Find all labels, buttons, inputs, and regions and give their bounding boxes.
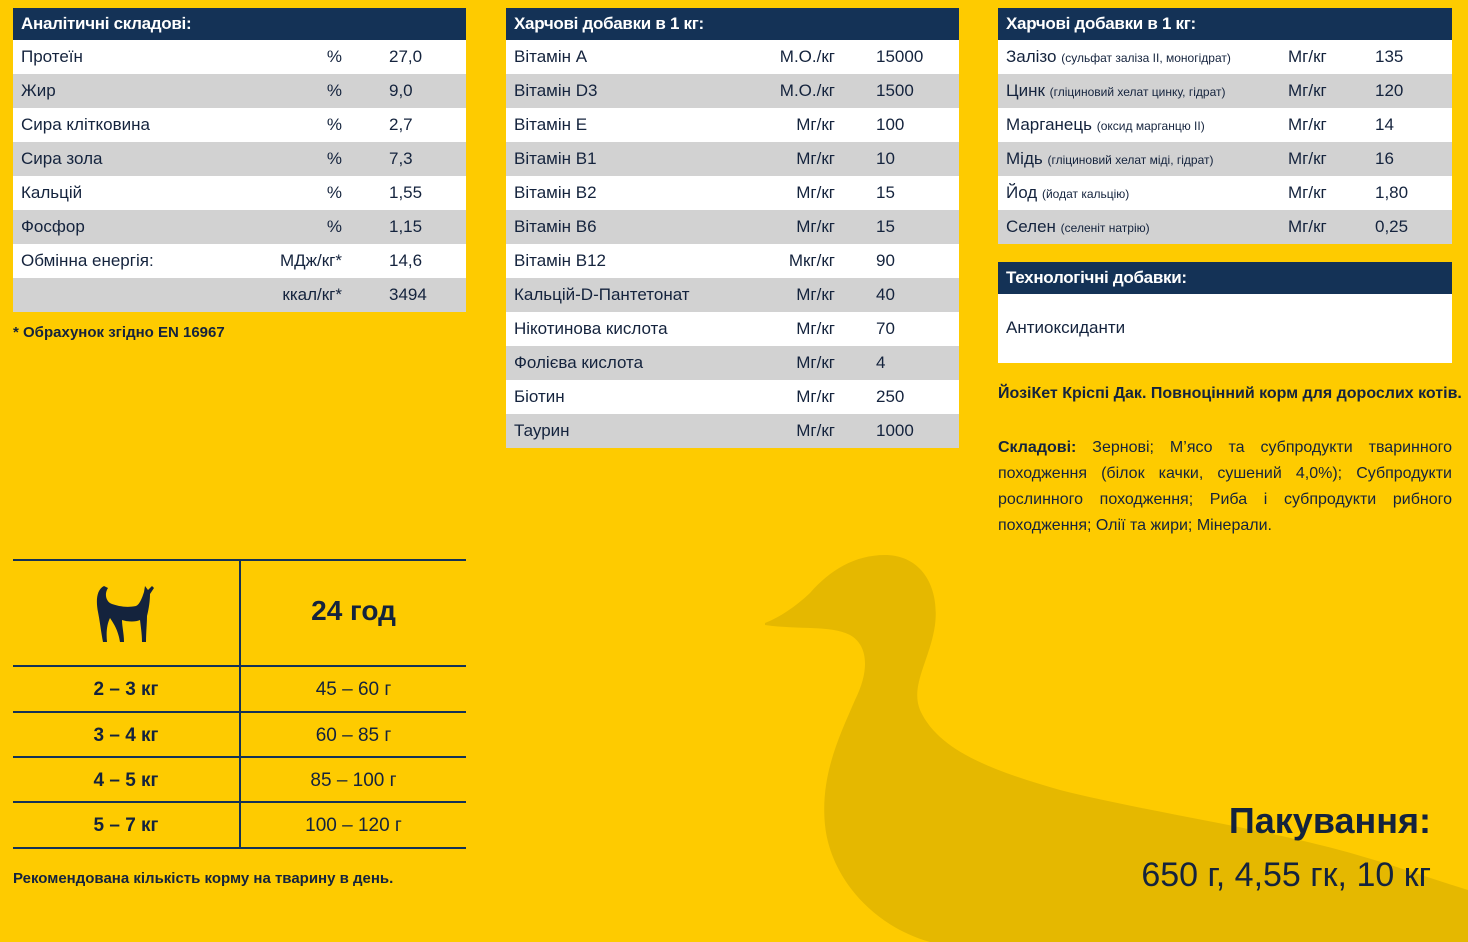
vitamin-value: 15 bbox=[876, 217, 895, 236]
mineral-label bbox=[1006, 142, 1213, 177]
nutrient-value: 1,15 bbox=[389, 217, 423, 236]
nutrient-name: Жир bbox=[21, 81, 56, 100]
vitamin-row bbox=[506, 74, 959, 108]
minerals-table bbox=[998, 8, 1452, 244]
vitamin-row bbox=[506, 278, 959, 312]
feeding-table bbox=[13, 559, 466, 849]
nutrient-value: 9,0 bbox=[389, 81, 413, 100]
mineral-value: 0,25 bbox=[1375, 217, 1409, 236]
packaging-sizes: 650 г, 4,55 гк, 10 кг bbox=[1141, 856, 1431, 894]
mineral-row bbox=[998, 40, 1452, 74]
vitamin-unit: Мг/кг bbox=[796, 353, 835, 372]
feeding-weight: 3 – 4 кг bbox=[93, 725, 159, 746]
nutrient-name: Обмінна енергія: bbox=[21, 251, 154, 270]
mineral-row bbox=[998, 210, 1452, 244]
mineral-unit: Мг/кг bbox=[1288, 183, 1327, 202]
analytic-row bbox=[13, 108, 466, 142]
nutrient-name: Сира клітковина bbox=[21, 115, 150, 134]
vitamins-table bbox=[506, 8, 959, 448]
vitamin-row bbox=[506, 40, 959, 74]
mineral-unit: Мг/кг bbox=[1288, 81, 1327, 100]
vitamin-value: 40 bbox=[876, 285, 895, 304]
analytic-row bbox=[13, 210, 466, 244]
vitamin-unit: М.О./кг bbox=[779, 47, 835, 66]
mineral-row bbox=[998, 176, 1452, 210]
nutrient-value: 7,3 bbox=[389, 149, 413, 168]
vitamin-name: Вітамін B12 bbox=[514, 251, 606, 270]
mineral-name: Мідь bbox=[1006, 149, 1043, 168]
analytic-title: Аналітичні складові: bbox=[13, 8, 466, 40]
mineral-value: 14 bbox=[1375, 115, 1394, 134]
vitamin-unit: Мг/кг bbox=[796, 217, 835, 236]
nutrient-unit: МДж/кг* bbox=[279, 251, 342, 270]
feeding-weight: 2 – 3 кг bbox=[93, 679, 159, 700]
nutrient-name: Протеїн bbox=[21, 47, 83, 66]
nutrient-unit: % bbox=[326, 183, 342, 202]
feeding-note: Рекомендована кількість корму на тварину в день. bbox=[13, 870, 394, 887]
vitamin-name: Кальцій-D-Пантетонат bbox=[514, 285, 690, 304]
vitamin-unit: Мг/кг bbox=[796, 115, 835, 134]
nutrient-unit: % bbox=[326, 47, 342, 66]
vitamin-row bbox=[506, 108, 959, 142]
cat-icon bbox=[92, 580, 156, 646]
mineral-label bbox=[1006, 210, 1150, 245]
mineral-detail: (йодат кальцію) bbox=[1041, 187, 1130, 201]
mineral-detail: (селеніт натрію) bbox=[1060, 221, 1150, 235]
tech-title: Технологічні добавки: bbox=[998, 262, 1452, 294]
vitamin-row bbox=[506, 142, 959, 176]
vitamin-row bbox=[506, 414, 959, 448]
nutrient-unit: % bbox=[326, 149, 342, 168]
vitamin-value: 70 bbox=[876, 319, 895, 338]
feeding-header: 24 год bbox=[311, 595, 396, 626]
feeding-amount: 100 – 120 г bbox=[305, 815, 402, 836]
vitamin-unit: Мкг/кг bbox=[788, 251, 835, 270]
mineral-detail: (гліциновий хелат цинку, гідрат) bbox=[1049, 85, 1226, 99]
feeding-amount: 45 – 60 г bbox=[315, 679, 392, 700]
product-composition bbox=[998, 435, 1452, 539]
analytic-table bbox=[13, 8, 466, 312]
mineral-unit: Мг/кг bbox=[1288, 217, 1327, 236]
product-headline: ЙозіКет Кріспі Дак. Повноцінний корм для дорослих котів. bbox=[998, 385, 1462, 402]
mineral-detail: (гліциновий хелат міді, гідрат) bbox=[1047, 153, 1214, 167]
vitamin-value: 15 bbox=[876, 183, 895, 202]
packaging-title: Пакування: bbox=[1228, 800, 1431, 841]
vitamin-name: Вітамін B2 bbox=[514, 183, 597, 202]
vitamin-name: Вітамін B6 bbox=[514, 217, 597, 236]
mineral-value: 135 bbox=[1375, 47, 1404, 66]
nutrient-value: 2,7 bbox=[389, 115, 413, 134]
composition-text: Зернові; М’ясо та субпродукти тваринного походження (білок качки, сушений 4,0%); Субпродукти рослинного походження; Риба і субпродукти рибного походження; Олії та жири; Мінерали. bbox=[998, 439, 1452, 534]
mineral-row bbox=[998, 108, 1452, 142]
vitamin-unit: Мг/кг bbox=[796, 149, 835, 168]
vitamin-value: 250 bbox=[876, 387, 905, 406]
vitamin-name: Таурин bbox=[514, 421, 570, 440]
feeding-weight: 4 – 5 кг bbox=[93, 770, 159, 791]
vitamin-row bbox=[506, 244, 959, 278]
mineral-name: Марганець bbox=[1006, 115, 1092, 134]
vitamin-row bbox=[506, 176, 959, 210]
analytic-footnote: * Обрахунок згідно EN 16967 bbox=[13, 324, 225, 341]
vitamins-title: Харчові добавки в 1 кг: bbox=[506, 8, 959, 40]
nutrient-name: Кальцій bbox=[21, 183, 83, 202]
analytic-row bbox=[13, 142, 466, 176]
vitamin-value: 15000 bbox=[876, 47, 924, 66]
mineral-value: 16 bbox=[1375, 149, 1394, 168]
nutrient-name: Сира зола bbox=[21, 149, 103, 168]
tech-table bbox=[998, 262, 1452, 363]
mineral-value: 120 bbox=[1375, 81, 1404, 100]
vitamin-name: Вітамін B1 bbox=[514, 149, 597, 168]
vitamin-value: 1500 bbox=[876, 81, 914, 100]
nutrient-value: 14,6 bbox=[389, 251, 423, 270]
analytic-row bbox=[13, 74, 466, 108]
mineral-name: Цинк bbox=[1006, 81, 1045, 100]
analytic-row bbox=[13, 176, 466, 210]
vitamin-unit: Мг/кг bbox=[796, 183, 835, 202]
mineral-label bbox=[1006, 40, 1231, 75]
vitamin-row bbox=[506, 312, 959, 346]
vitamin-value: 100 bbox=[876, 115, 905, 134]
vitamin-unit: Мг/кг bbox=[796, 387, 835, 406]
feeding-amount: 60 – 85 г bbox=[315, 725, 392, 746]
vitamin-unit: Мг/кг bbox=[796, 285, 835, 304]
mineral-label bbox=[1006, 74, 1225, 109]
mineral-name: Йод bbox=[1006, 183, 1038, 202]
vitamin-row bbox=[506, 210, 959, 244]
analytic-row bbox=[13, 40, 466, 74]
vitamin-name: Фолієва кислота bbox=[514, 353, 644, 372]
feeding-weight: 5 – 7 кг bbox=[93, 815, 159, 836]
mineral-name: Селен bbox=[1006, 217, 1056, 236]
vitamin-unit: М.О./кг bbox=[779, 81, 835, 100]
vitamin-row bbox=[506, 346, 959, 380]
mineral-unit: Мг/кг bbox=[1288, 47, 1327, 66]
mineral-row bbox=[998, 74, 1452, 108]
nutrient-unit: % bbox=[326, 115, 342, 134]
vitamin-name: Вітамін E bbox=[514, 115, 588, 134]
mineral-label bbox=[1006, 176, 1129, 211]
mineral-detail: (оксид марганцю II) bbox=[1096, 119, 1205, 133]
analytic-row bbox=[13, 278, 466, 312]
mineral-label bbox=[1006, 108, 1205, 143]
mineral-name: Залізо bbox=[1006, 47, 1057, 66]
mineral-unit: Мг/кг bbox=[1288, 149, 1327, 168]
nutrient-value: 27,0 bbox=[389, 47, 423, 66]
vitamin-name: Вітамін D3 bbox=[514, 81, 598, 100]
vitamin-name: Вітамін A bbox=[514, 47, 588, 66]
vitamin-unit: Мг/кг bbox=[796, 319, 835, 338]
analytic-row bbox=[13, 244, 466, 278]
vitamin-value: 90 bbox=[876, 251, 895, 270]
nutrient-value: 3494 bbox=[389, 285, 427, 304]
nutrient-unit: % bbox=[326, 217, 342, 236]
vitamin-unit: Мг/кг bbox=[796, 421, 835, 440]
mineral-row bbox=[998, 142, 1452, 176]
vitamin-value: 4 bbox=[876, 353, 886, 372]
nutrient-name: Фосфор bbox=[21, 217, 85, 236]
composition-label: Складові: bbox=[998, 439, 1077, 456]
vitamin-name: Нікотинова кислота bbox=[514, 319, 668, 338]
vitamin-name: Біотин bbox=[514, 387, 565, 406]
minerals-title: Харчові добавки в 1 кг: bbox=[998, 8, 1452, 40]
nutrient-unit: ккал/кг* bbox=[282, 285, 342, 304]
feeding-amount: 85 – 100 г bbox=[310, 770, 397, 791]
nutrient-value: 1,55 bbox=[389, 183, 423, 202]
tech-value: Антиоксиданти bbox=[1006, 318, 1126, 337]
mineral-detail: (сульфат заліза II, моногідрат) bbox=[1061, 51, 1231, 65]
vitamin-row bbox=[506, 380, 959, 414]
nutrient-unit: % bbox=[326, 81, 342, 100]
mineral-value: 1,80 bbox=[1375, 183, 1409, 202]
vitamin-value: 10 bbox=[876, 149, 895, 168]
vitamin-value: 1000 bbox=[876, 421, 914, 440]
mineral-unit: Мг/кг bbox=[1288, 115, 1327, 134]
